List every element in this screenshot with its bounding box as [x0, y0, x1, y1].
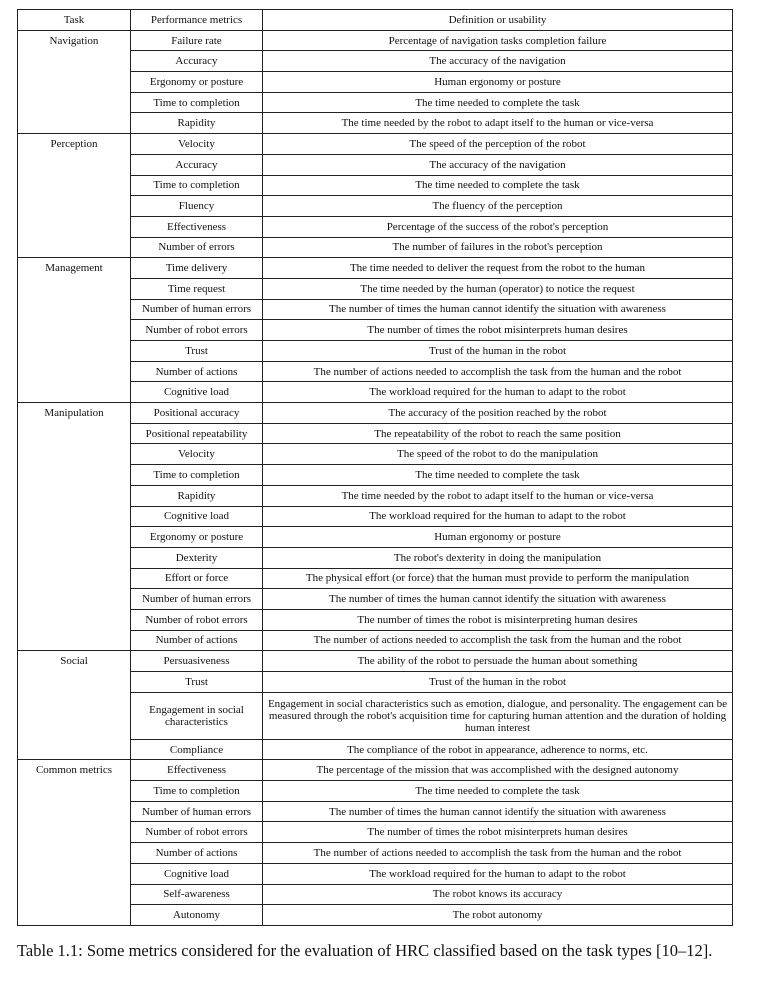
metric-cell: Rapidity: [131, 113, 263, 134]
definition-cell: The time needed to complete the task: [263, 92, 733, 113]
definition-cell: The speed of the robot to do the manipulation: [263, 444, 733, 465]
definition-cell: The ability of the robot to persuade the human about something: [263, 651, 733, 672]
task-cell: Social: [18, 651, 131, 760]
metric-cell: Time to completion: [131, 781, 263, 802]
definition-cell: The repeatability of the robot to reach the same position: [263, 423, 733, 444]
definition-cell: The number of actions needed to accomplish the task from the human and the robot: [263, 843, 733, 864]
metrics-table: [17, 9, 733, 926]
definition-cell: Human ergonomy or posture: [263, 527, 733, 548]
definition-cell: Percentage of the success of the robot's perception: [263, 216, 733, 237]
metric-cell: Number of actions: [131, 361, 263, 382]
metric-cell: Time to completion: [131, 465, 263, 486]
definition-cell: The workload required for the human to adapt to the robot: [263, 506, 733, 527]
metric-cell: Effort or force: [131, 568, 263, 589]
metric-cell: Velocity: [131, 134, 263, 155]
definition-cell: The robot's dexterity in doing the manipulation: [263, 547, 733, 568]
definition-cell: The robot autonomy: [263, 905, 733, 926]
metric-cell: Time to completion: [131, 92, 263, 113]
definition-cell: The time needed by the robot to adapt itself to the human or vice-versa: [263, 113, 733, 134]
table-row: [18, 760, 733, 781]
definition-cell: The accuracy of the navigation: [263, 154, 733, 175]
metric-cell: Engagement in social characteristics: [131, 692, 263, 739]
metric-cell: Cognitive load: [131, 382, 263, 403]
definition-cell: Trust of the human in the robot: [263, 341, 733, 362]
metric-cell: Ergonomy or posture: [131, 72, 263, 93]
table-caption: Table 1.1: Some metrics considered for the evaluation of HRC classified based on the task types [10–12].: [17, 941, 713, 960]
metric-cell: Trust: [131, 341, 263, 362]
definition-cell: The speed of the perception of the robot: [263, 134, 733, 155]
metric-cell: Effectiveness: [131, 760, 263, 781]
definition-cell: Percentage of navigation tasks completion failure: [263, 30, 733, 51]
metric-cell: Cognitive load: [131, 863, 263, 884]
definition-cell: Trust of the human in the robot: [263, 672, 733, 693]
definition-cell: Engagement in social characteristics such as emotion, dialogue, and personality. The engagement can be measured through the robot's acquisition time for capturing human attention and the duration of holding human interest: [263, 692, 733, 739]
definition-cell: The accuracy of the position reached by the robot: [263, 403, 733, 424]
metric-cell: Time to completion: [131, 175, 263, 196]
metric-cell: Ergonomy or posture: [131, 527, 263, 548]
definition-cell: The number of times the human cannot identify the situation with awareness: [263, 299, 733, 320]
definition-cell: The workload required for the human to adapt to the robot: [263, 382, 733, 403]
definition-cell: The time needed by the human (operator) to notice the request: [263, 278, 733, 299]
metric-cell: Number of actions: [131, 630, 263, 651]
metric-cell: Time request: [131, 278, 263, 299]
header-task: Task: [18, 10, 131, 31]
metric-cell: Trust: [131, 672, 263, 693]
definition-cell: The number of actions needed to accomplish the task from the human and the robot: [263, 361, 733, 382]
definition-cell: The percentage of the mission that was accomplished with the designed autonomy: [263, 760, 733, 781]
metric-cell: Cognitive load: [131, 506, 263, 527]
metric-cell: Self-awareness: [131, 884, 263, 905]
table-row: [18, 403, 733, 424]
task-cell: Navigation: [18, 30, 131, 133]
metric-cell: Accuracy: [131, 51, 263, 72]
metric-cell: Number of actions: [131, 843, 263, 864]
metric-cell: Autonomy: [131, 905, 263, 926]
metric-cell: Number of human errors: [131, 801, 263, 822]
table-row: [18, 134, 733, 155]
definition-cell: The number of times the robot misinterprets human desires: [263, 822, 733, 843]
metric-cell: Compliance: [131, 739, 263, 760]
definition-cell: The number of times the robot is misinterpreting human desires: [263, 609, 733, 630]
header-metrics: Performance metrics: [131, 10, 263, 31]
task-cell: Management: [18, 258, 131, 403]
metric-cell: Dexterity: [131, 547, 263, 568]
definition-cell: The time needed to complete the task: [263, 175, 733, 196]
definition-cell: The number of actions needed to accomplish the task from the human and the robot: [263, 630, 733, 651]
table-row: [18, 30, 733, 51]
definition-cell: The time needed to deliver the request from the robot to the human: [263, 258, 733, 279]
metric-cell: Failure rate: [131, 30, 263, 51]
metric-cell: Rapidity: [131, 485, 263, 506]
task-cell: Common metrics: [18, 760, 131, 926]
task-cell: Manipulation: [18, 403, 131, 651]
definition-cell: The compliance of the robot in appearance, adherence to norms, etc.: [263, 739, 733, 760]
metric-cell: Fluency: [131, 196, 263, 217]
metric-cell: Number of robot errors: [131, 822, 263, 843]
metric-cell: Number of human errors: [131, 299, 263, 320]
task-cell: Perception: [18, 134, 131, 258]
definition-cell: The robot knows its accuracy: [263, 884, 733, 905]
metric-cell: Velocity: [131, 444, 263, 465]
definition-cell: Human ergonomy or posture: [263, 72, 733, 93]
metric-cell: Time delivery: [131, 258, 263, 279]
definition-cell: The accuracy of the navigation: [263, 51, 733, 72]
definition-cell: The workload required for the human to adapt to the robot: [263, 863, 733, 884]
table-row: [18, 258, 733, 279]
definition-cell: The fluency of the perception: [263, 196, 733, 217]
metric-cell: Positional accuracy: [131, 403, 263, 424]
definition-cell: The number of times the robot misinterprets human desires: [263, 320, 733, 341]
metric-cell: Number of robot errors: [131, 320, 263, 341]
metric-cell: Positional repeatability: [131, 423, 263, 444]
metric-cell: Number of robot errors: [131, 609, 263, 630]
metric-cell: Effectiveness: [131, 216, 263, 237]
definition-cell: The physical effort (or force) that the human must provide to perform the manipulation: [263, 568, 733, 589]
metric-cell: Persuasiveness: [131, 651, 263, 672]
table-row: [18, 651, 733, 672]
table-header-row: [18, 10, 733, 31]
header-definition: Definition or usability: [263, 10, 733, 31]
definition-cell: The time needed to complete the task: [263, 781, 733, 802]
definition-cell: The time needed by the robot to adapt itself to the human or vice-versa: [263, 485, 733, 506]
definition-cell: The number of failures in the robot's perception: [263, 237, 733, 258]
definition-cell: The time needed to complete the task: [263, 465, 733, 486]
metric-cell: Number of errors: [131, 237, 263, 258]
definition-cell: The number of times the human cannot identify the situation with awareness: [263, 801, 733, 822]
metric-cell: Accuracy: [131, 154, 263, 175]
definition-cell: The number of times the human cannot identify the situation with awareness: [263, 589, 733, 610]
metric-cell: Number of human errors: [131, 589, 263, 610]
